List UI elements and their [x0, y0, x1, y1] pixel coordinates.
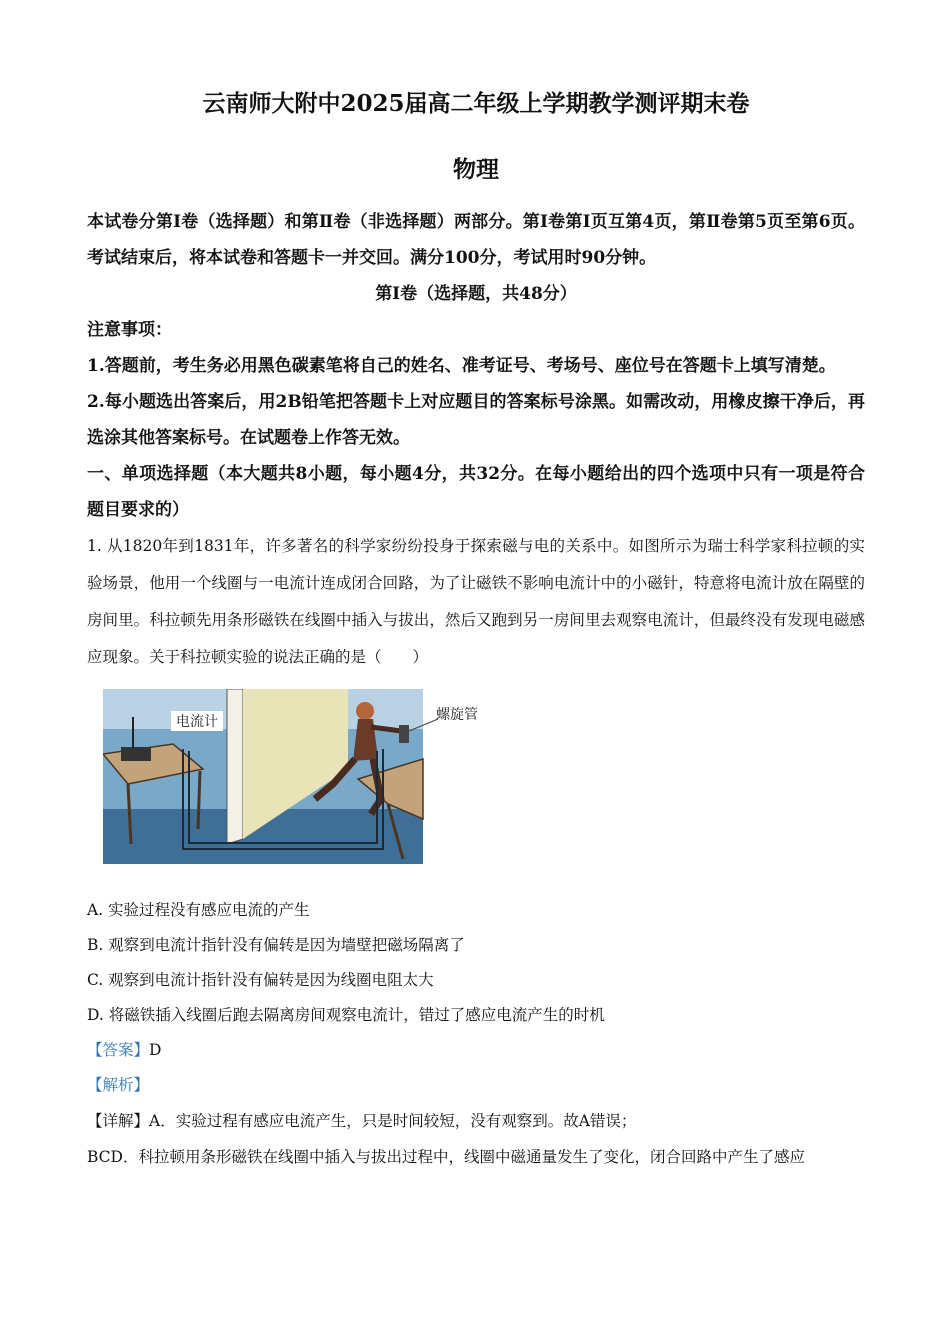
section-heading: 第Ⅰ卷（选择题，共48分） — [375, 284, 577, 304]
experiment-figure — [103, 689, 523, 877]
notice-item-1: 1.答题前，考生务必用黑色碳素笔将自己的姓名、准考证号、考场号、座位号在答题卡上填写清楚。 — [87, 356, 836, 376]
exam-page — [87, 84, 865, 1175]
answer-line — [87, 1033, 865, 1068]
left-table-leg-2 — [198, 771, 200, 829]
option-d: D. 将磁铁插入线圈后跑去隔离房间观察电流计，错过了感应电流产生的时机 — [87, 1006, 605, 1024]
man-head — [356, 702, 374, 720]
coil-device — [399, 725, 409, 743]
answer-value: D — [149, 1041, 162, 1059]
question-1-stem: 1. 从1820年到1831年，许多著名的科学家纷纷投身于探索磁与电的关系中。如图所示为瑞士科学家科拉顿的实验场景，他用一个线圈与一电流计连成闭合回路，为了让磁铁不影响电流计中的小磁针，特意将电流计放在隔壁的房间里。科拉顿先用条形磁铁在线圈中插入与拔出，然后又跑到另一房间里去观察电流计，但最终没有发现电磁感应现象。关于科拉顿实验的说法正确的是（ ） — [87, 537, 865, 666]
option-b: B. 观察到电流计指针没有偏转是因为墙壁把磁场隔离了 — [87, 936, 465, 954]
partition-wall-front — [227, 689, 243, 844]
answer-tag: 【答案】 — [87, 1041, 150, 1059]
detail-line-a — [87, 1103, 865, 1139]
part-heading: 一、单项选择题（本大题共8小题，每小题4分，共32分。在每小题给出的四个选项中只有一项是符合题目要求的） — [87, 464, 866, 520]
subject-title: 物理 — [453, 156, 499, 183]
notice-item-2: 2.每小题选出答案后，用2B铅笔把答题卡上对应题目的答案标号涂黑。如需改动，用橡皮擦干净后，再选涂其他答案标号。在试题卷上作答无效。 — [87, 392, 865, 448]
exam-title: 云南师大附中2025届高二年级上学期教学测评期末卷 — [202, 90, 750, 117]
detail-a-text: A．实验过程有感应电流产生，只是时间较短，没有观察到。故A错误； — [149, 1112, 637, 1130]
analysis-tag: 【解析】 — [87, 1076, 150, 1094]
option-a: A. 实验过程没有感应电流的产生 — [87, 901, 310, 919]
coil-label: 螺旋管 — [436, 707, 478, 723]
question-1-options — [87, 893, 865, 1033]
experiment-illustration — [103, 689, 523, 877]
option-c: C. 观察到电流计指针没有偏转是因为线圈电阻太大 — [87, 971, 434, 989]
detail-line-bcd: BCD．科拉顿用条形磁铁在线圈中插入与拔出过程中，线圈中磁通量发生了变化，闭合回路中产生了感应 — [87, 1148, 805, 1166]
galvanometer-base — [121, 747, 151, 761]
notice-title: 注意事项： — [87, 320, 172, 340]
exam-intro: 本试卷分第Ⅰ卷（选择题）和第Ⅱ卷（非选择题）两部分。第Ⅰ卷第Ⅰ页互第4页，第Ⅱ卷第5页至第6页。考试结束后，将本试卷和答题卡一并交回。满分100分，考试用时90分钟。 — [87, 212, 865, 268]
detail-tag: 【详解】 — [87, 1112, 150, 1130]
galvanometer-label: 电流计 — [176, 714, 218, 730]
